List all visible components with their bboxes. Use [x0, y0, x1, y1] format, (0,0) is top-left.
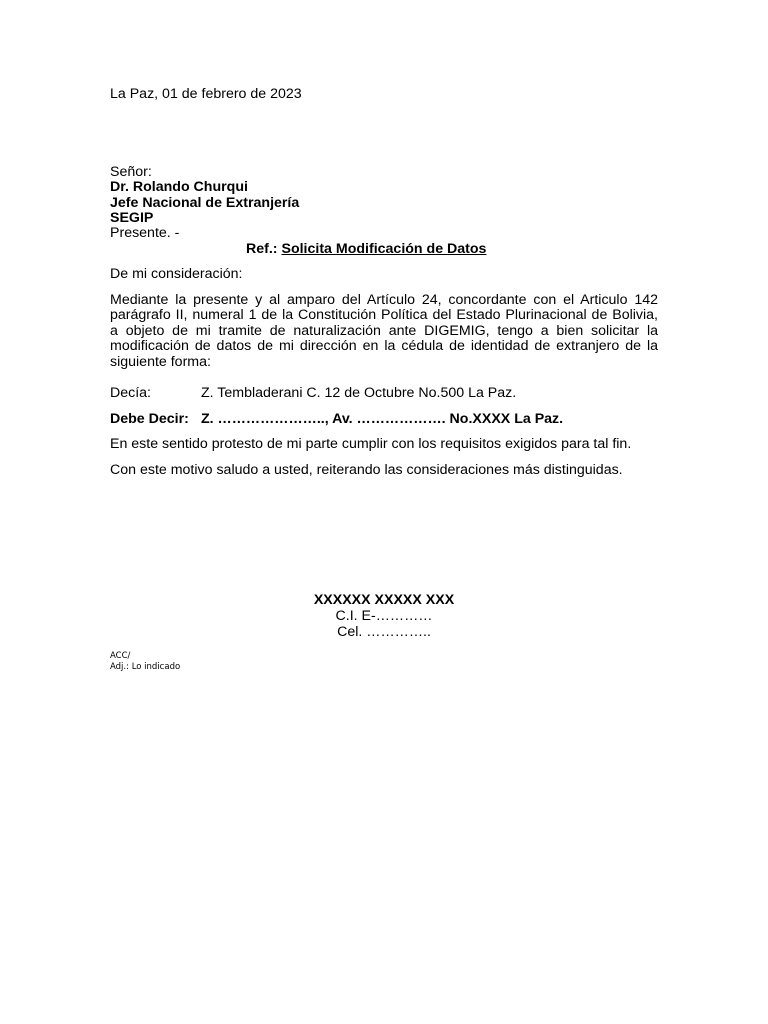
- decia-label: Decía:: [110, 385, 152, 401]
- recipient-title: Jefe Nacional de Extranjería: [110, 195, 300, 211]
- recipient-name: Dr. Rolando Churqui: [110, 179, 248, 195]
- signer-ci: C.I. E-…………: [335, 608, 433, 624]
- presente-line: Presente. -: [110, 225, 180, 241]
- footer-initials: ACC/: [110, 651, 131, 661]
- signer-cel: Cel. …………..: [337, 624, 431, 640]
- footer-attachment: Adj.: Lo indicado: [110, 662, 181, 672]
- closing-line: Con este motivo saludo a usted, reiterando las consideraciones más distinguidas.: [110, 462, 623, 478]
- body-paragraph: Mediante la presente y al amparo del Artículo 24, concordante con el Articulo 142 parágrafo II, numeral 1 de la Constitución Política del Estado Plurinacional de Bolivia, a objeto de mi tramite de naturalización ante DIGEMIG, tengo a bien solicitar la modificación de datos de mi dirección en la cédula de identidad de extranjero de la siguiente forma:: [110, 292, 658, 370]
- debe-decir-value: Z. ………………….., Av. ………………. No.XXXX La Paz.: [201, 411, 564, 427]
- signer-name: XXXXXX XXXXX XXX: [313, 592, 455, 608]
- ref-label: Ref.:: [246, 241, 278, 257]
- reference-line: [246, 241, 486, 257]
- date-line: La Paz, 01 de febrero de 2023: [110, 86, 302, 102]
- greeting: De mi consideración:: [110, 266, 243, 282]
- decia-value: Z. Tembladerani C. 12 de Octubre No.500 La Paz.: [201, 385, 517, 401]
- salutation-to: Señor:: [110, 164, 152, 180]
- recipient-org: SEGIP: [110, 210, 154, 226]
- debe-decir-label: Debe Decir:: [110, 411, 189, 427]
- ref-subject: Solicita Modificación de Datos: [281, 241, 487, 257]
- protest-line: En este sentido protesto de mi parte cumplir con los requisitos exigidos para tal fin.: [110, 436, 632, 452]
